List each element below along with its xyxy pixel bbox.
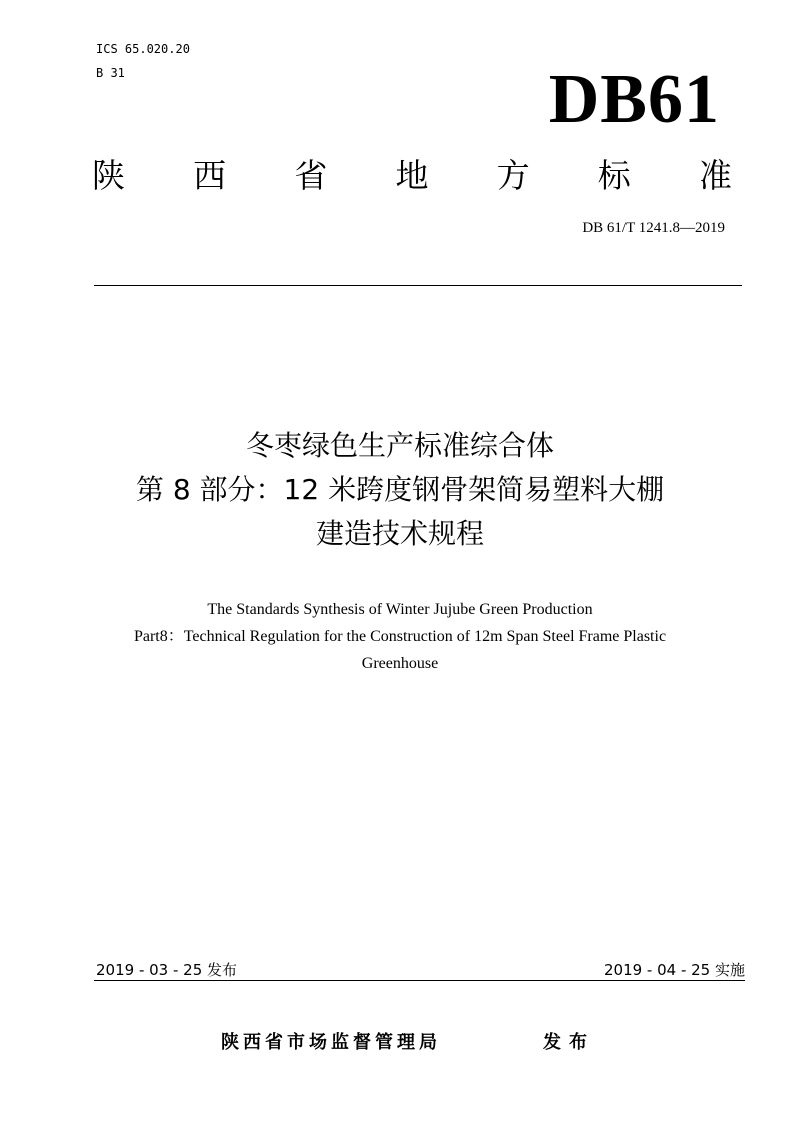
issuing-authority: 陕西省市场监督管理局 (221, 1032, 441, 1053)
standard-number: DB 61/T 1241.8—2019 (582, 220, 725, 236)
footer-divider (94, 980, 745, 981)
english-title (40, 596, 760, 677)
standard-type-char: 方 (496, 156, 530, 195)
header-divider (94, 285, 742, 286)
chinese-title-line: 建造技术规程 (315, 517, 484, 550)
standard-type-char: 地 (395, 156, 429, 195)
standard-type-heading (92, 154, 732, 198)
ics-code: ICS 65.020.20 (96, 42, 190, 56)
chinese-title (40, 424, 760, 556)
chinese-title-line: 第 8 部分：12 米跨度钢骨架简易塑料大棚 (135, 473, 665, 506)
implementation-date: 2019 - 04 - 25 实施 (603, 961, 745, 979)
standard-type-char: 省 (294, 156, 328, 195)
standard-type-char: 西 (193, 156, 227, 195)
english-title-line: The Standards Synthesis of Winter Jujube Green Production (207, 601, 593, 618)
standard-type-char: 准 (698, 156, 732, 195)
english-title-line: Greenhouse (361, 655, 439, 672)
db61-logo: DB61 (548, 61, 720, 138)
issue-label: 发布 (543, 1032, 595, 1053)
issue-date: 2019 - 03 - 25 发布 (96, 961, 238, 979)
standard-type-char: 陕 (92, 156, 125, 195)
standard-type-char: 标 (597, 156, 631, 195)
chinese-title-line: 冬枣绿色生产标准综合体 (245, 429, 554, 462)
english-title-line: Part8：Technical Regulation for the Construction of 12m Span Steel Frame Plastic (133, 628, 667, 645)
ccs-code: B 31 (96, 66, 125, 80)
